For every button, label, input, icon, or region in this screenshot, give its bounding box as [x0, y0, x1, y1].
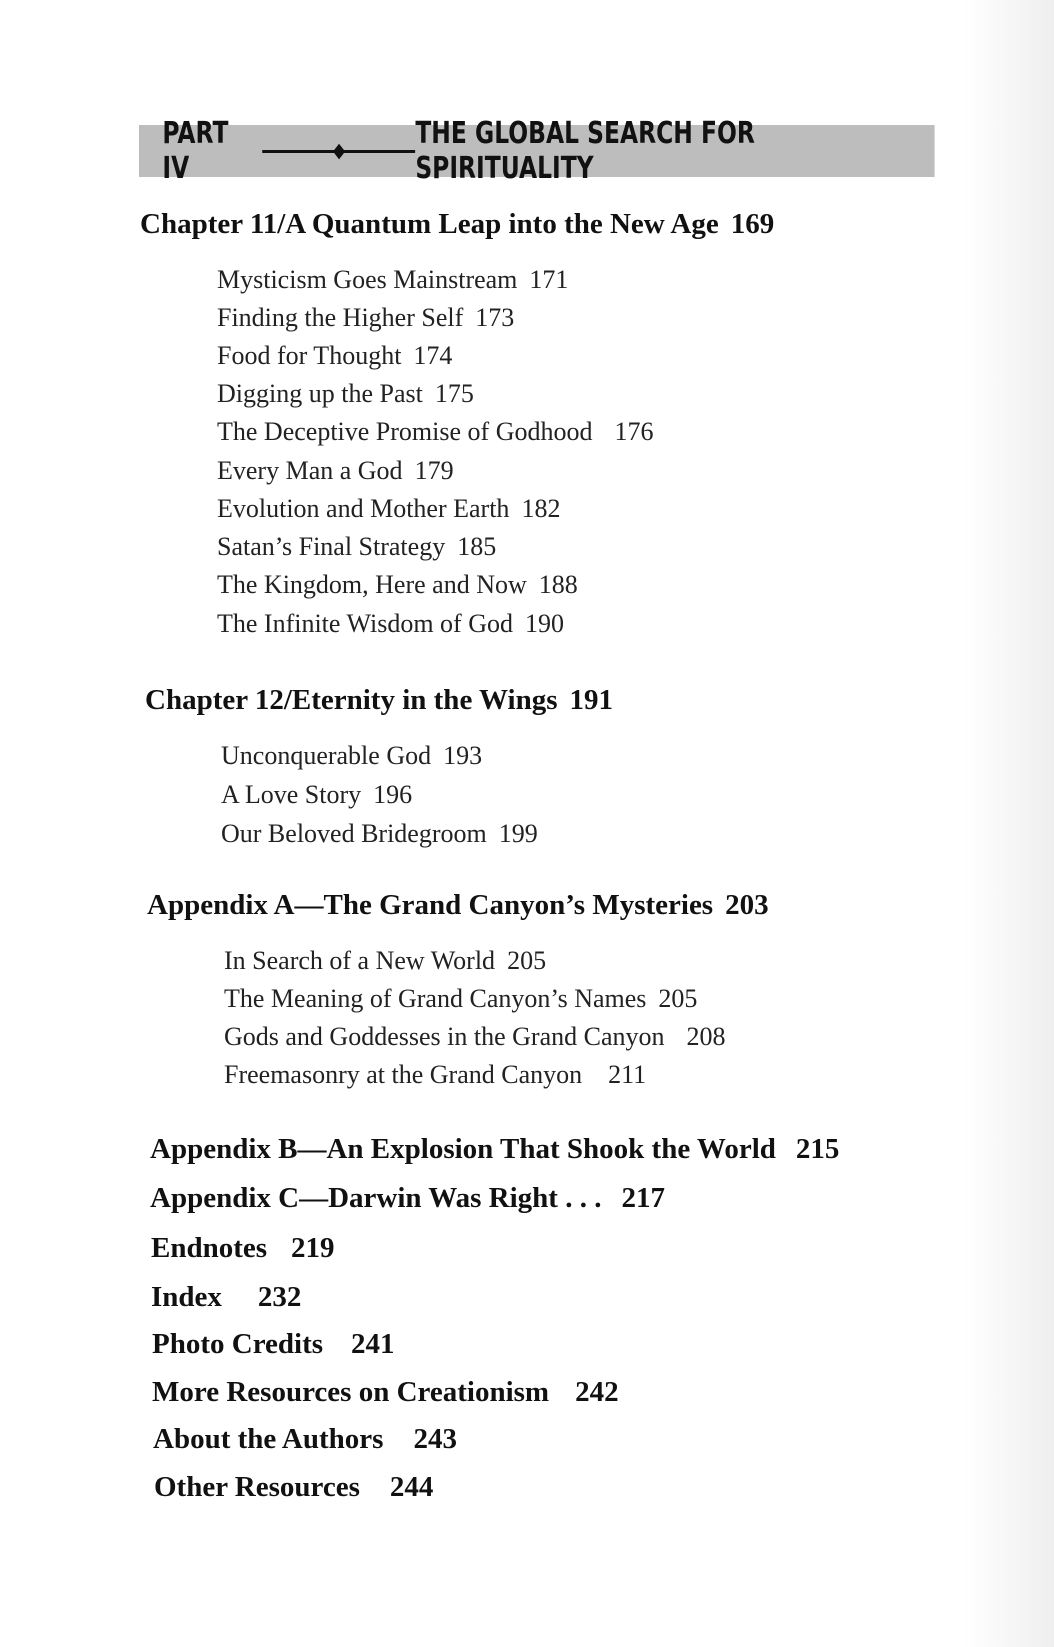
- page-number: 232: [257, 1281, 302, 1313]
- page-number: 182: [521, 494, 561, 523]
- toc-entry[interactable]: [217, 494, 560, 524]
- page-number: 176: [614, 417, 654, 446]
- entry-title: Evolution and Mother Earth: [217, 494, 510, 523]
- page-number: 211: [608, 1060, 647, 1089]
- toc-entry[interactable]: [217, 417, 653, 447]
- entry-title: Food for Thought: [217, 341, 402, 370]
- chapter-heading[interactable]: [152, 1376, 619, 1409]
- page-number: 190: [524, 609, 564, 638]
- page-number: 219: [291, 1232, 335, 1264]
- entry-title: A Love Story: [221, 780, 362, 809]
- toc-entry[interactable]: [221, 819, 538, 849]
- page-number: 205: [507, 946, 547, 975]
- chapter-heading[interactable]: [140, 208, 774, 241]
- page-number: 244: [389, 1471, 434, 1503]
- toc-entry[interactable]: [221, 780, 412, 810]
- entry-title: Every Man a God: [217, 456, 403, 485]
- page-number: 242: [575, 1376, 619, 1408]
- page-number: 199: [498, 819, 538, 848]
- chapter-title: About the Authors: [153, 1423, 384, 1455]
- entry-title: Satan’s Final Strategy: [217, 532, 446, 561]
- page-number: 173: [475, 303, 515, 332]
- part-title: THE GLOBAL SEARCH FOR SPIRITUALITY: [415, 116, 755, 186]
- toc-entry[interactable]: [217, 456, 454, 486]
- chapter-heading[interactable]: [151, 1232, 335, 1265]
- page-number: 196: [373, 780, 413, 809]
- part-banner: [139, 116, 935, 186]
- page-number: 215: [795, 1133, 840, 1165]
- entry-title: Freemasonry at the Grand Canyon: [224, 1060, 583, 1089]
- banner-rule-left: [262, 150, 335, 153]
- page-number: 188: [538, 570, 578, 599]
- page-number: 185: [457, 532, 497, 561]
- toc-entry[interactable]: [217, 570, 578, 600]
- chapter-heading[interactable]: [152, 1328, 395, 1361]
- chapter-title: More Resources on Creationism: [152, 1376, 550, 1408]
- page-number: 217: [621, 1182, 665, 1214]
- toc-entry[interactable]: [217, 379, 474, 409]
- page-number: 169: [730, 208, 775, 240]
- chapter-title: Other Resources: [154, 1471, 360, 1503]
- chapter-title: Chapter 12/Eternity in the Wings: [145, 684, 558, 716]
- toc-entry[interactable]: [224, 1022, 726, 1052]
- chapter-title: Appendix B—An Explosion That Shook the World: [150, 1133, 776, 1165]
- chapter-title: Appendix C—Darwin Was Right . . .: [150, 1182, 602, 1214]
- entry-title: The Kingdom, Here and Now: [217, 570, 527, 599]
- page-number: 175: [434, 379, 474, 408]
- chapter-heading[interactable]: [145, 684, 613, 717]
- banner-rule-right: [342, 150, 415, 153]
- entry-title: Mysticism Goes Mainstream: [217, 265, 518, 294]
- part-label: PART IV: [162, 116, 229, 186]
- page-number: 241: [351, 1328, 395, 1360]
- page-number: 174: [413, 341, 453, 370]
- chapter-heading[interactable]: [151, 1281, 301, 1314]
- entry-title: The Meaning of Grand Canyon’s Names: [224, 984, 647, 1013]
- entry-title: Digging up the Past: [217, 379, 423, 408]
- chapter-title: Appendix A—The Grand Canyon’s Mysteries: [147, 889, 714, 921]
- entry-title: In Search of a New World: [224, 946, 496, 975]
- page-number: 191: [569, 684, 613, 716]
- diamond-ornament-icon: [333, 143, 345, 158]
- page-number: 203: [725, 889, 769, 921]
- toc-entry[interactable]: [224, 946, 546, 976]
- toc-entry[interactable]: [221, 741, 482, 771]
- page-number: 171: [529, 265, 569, 294]
- entry-title: Gods and Goddesses in the Grand Canyon: [224, 1022, 665, 1051]
- chapter-title: Endnotes: [151, 1232, 268, 1264]
- toc-entry[interactable]: [217, 532, 496, 562]
- entry-title: The Deceptive Promise of Godhood: [217, 417, 593, 446]
- toc-entry[interactable]: [217, 303, 514, 333]
- toc-entry[interactable]: [224, 1060, 646, 1090]
- chapter-heading[interactable]: [147, 889, 769, 922]
- entry-title: Unconquerable God: [221, 741, 432, 770]
- chapter-heading[interactable]: [153, 1423, 457, 1456]
- chapter-title: Photo Credits: [152, 1328, 324, 1360]
- page-number: 243: [413, 1423, 457, 1455]
- toc-entry[interactable]: [217, 265, 568, 295]
- page-edge-shadow: [964, 0, 1054, 1647]
- page-number: 193: [443, 741, 483, 770]
- toc-entry[interactable]: [217, 341, 452, 371]
- chapter-heading[interactable]: [150, 1133, 839, 1166]
- chapter-title: Chapter 11/A Quantum Leap into the New Age: [140, 208, 719, 240]
- toc-entry[interactable]: [224, 984, 697, 1014]
- page-number: 179: [414, 456, 454, 485]
- page-number: 208: [686, 1022, 726, 1051]
- chapter-title: Index: [151, 1281, 222, 1313]
- entry-title: The Infinite Wisdom of God: [217, 609, 513, 638]
- toc-entry[interactable]: [217, 609, 564, 639]
- chapter-heading[interactable]: [154, 1471, 433, 1504]
- entry-title: Our Beloved Bridegroom: [221, 819, 487, 848]
- entry-title: Finding the Higher Self: [217, 303, 464, 332]
- page-number: 205: [658, 984, 698, 1013]
- chapter-heading[interactable]: [150, 1182, 665, 1215]
